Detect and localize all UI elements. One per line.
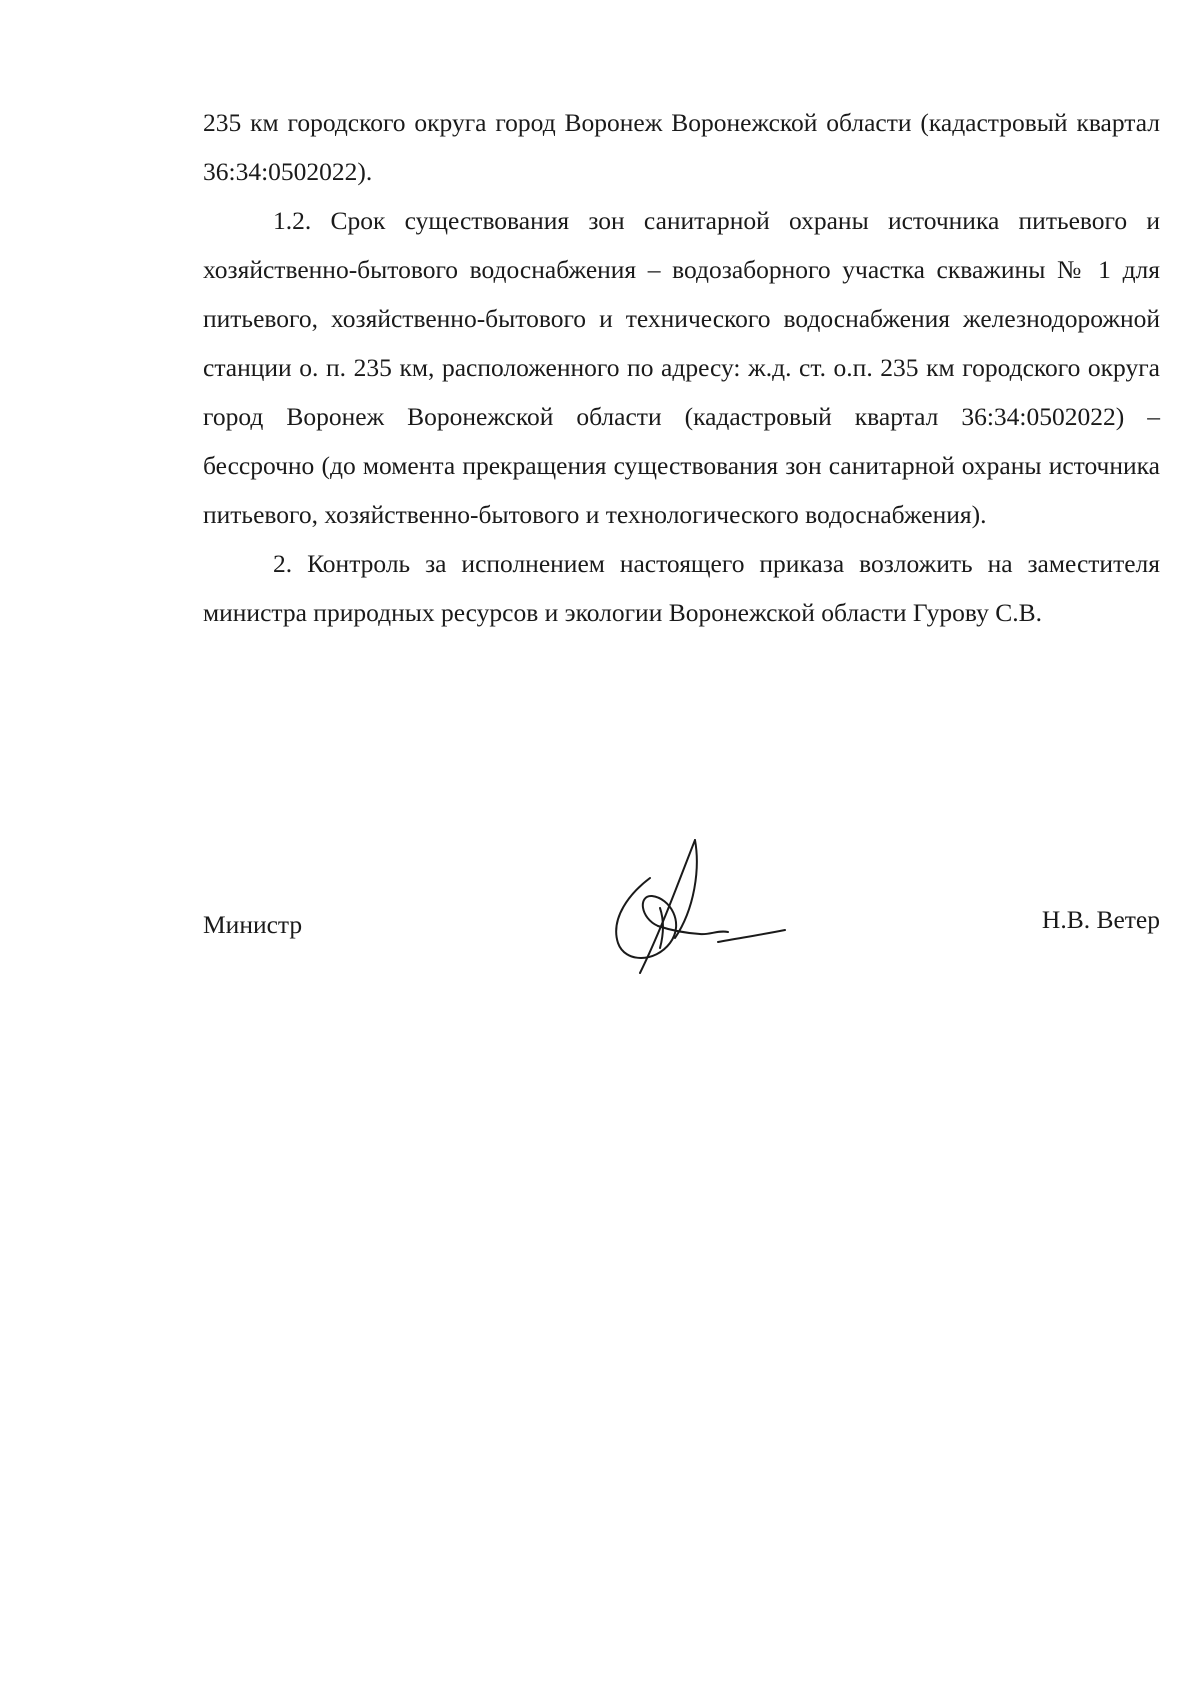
handwritten-signature: [600, 838, 790, 978]
signatory-role: Министр: [203, 910, 303, 939]
paragraph-continuation: 235 км городского округа город Воронеж Воронежской области (кадастровый квартал 36:34:0502022).: [203, 108, 1160, 186]
signatory-name: Н.В. Ветер: [1041, 905, 1160, 934]
paragraph-clause-2: 2. Контроль за исполнением настоящего приказа возложить на заместителя министра природных ресурсов и экологии Воронежской области Гурову С.В.: [203, 549, 1160, 627]
document-body: [203, 98, 1160, 637]
paragraph-clause-1-2: 1.2. Срок существования зон санитарной охраны источника питьевого и хозяйственно-бытового водоснабжения – водозаборного участка скважины № 1 для питьевого, хозяйственно-бытового и технического водоснабжения железнодорожной станции о. п. 235 км, расположенного по адресу: ж.д. ст. о.п. 235 км городского округа город Воронеж Воронежской области (кадастровый квартал 36:34:0502022) – бессрочно (до момента прекращения существования зон санитарной охраны источника питьевого, хозяйственно-бытового и технологического водоснабжения).: [203, 206, 1160, 529]
